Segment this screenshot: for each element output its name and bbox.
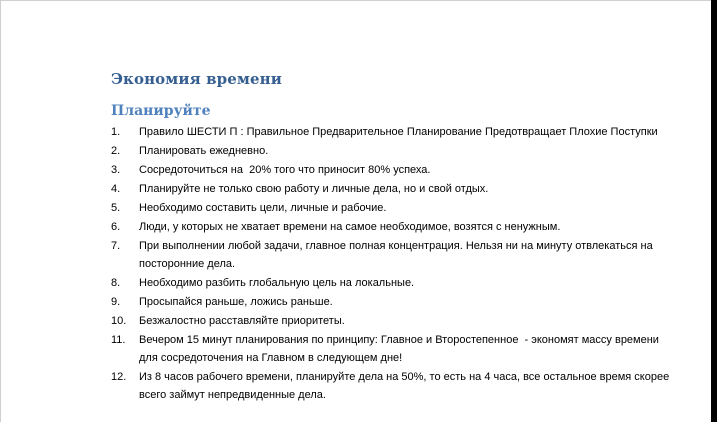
list-item-text: Сосредоточиться на 20% того что приносит 80% успеха.	[139, 164, 431, 176]
list-item	[111, 161, 671, 179]
list-item-number: 9.	[111, 296, 121, 308]
list-item-number: 8.	[111, 277, 121, 289]
list-item	[111, 293, 671, 311]
list-item-number: 1.	[111, 126, 121, 138]
list-item-number: 10.	[111, 315, 127, 327]
list-item	[111, 237, 671, 273]
list-item-number: 7.	[111, 240, 121, 252]
list-item	[111, 123, 671, 141]
list-item	[111, 142, 671, 160]
list-item-text: Правило ШЕСТИ П : Правильное Предварительное Планирование Предотвращает Плохие Поступки	[139, 126, 658, 138]
section-heading: Планируйте	[111, 103, 211, 119]
window-edge	[711, 0, 717, 422]
list-item	[111, 312, 671, 330]
list-item-number: 3.	[111, 164, 121, 176]
document-title: Экономия времени	[111, 70, 282, 88]
list-item-text: Необходимо разбить глобальную цель на локальные.	[139, 277, 415, 289]
list-item-text: Безжалостно расставляйте приоритеты.	[139, 315, 345, 327]
list-item-text: Из 8 часов рабочего времени, планируйте дела на 50%, то есть на 4 часа, все остальное время скорее всего займут непредвиденные дела.	[139, 371, 673, 401]
list-item	[111, 368, 671, 404]
list-item-text: Вечером 15 минут планирования по принципу: Главное и Второстепенное - экономят массу времени для сосредоточения на Главном в следующем дне!	[139, 334, 663, 364]
list-item	[111, 331, 671, 367]
list-item-text: Планировать ежедневно.	[139, 145, 269, 157]
list-item-number: 12.	[111, 371, 127, 383]
list-item-number: 6.	[111, 221, 121, 233]
list-item	[111, 180, 671, 198]
list-item-number: 5.	[111, 202, 121, 214]
list-item-number: 2.	[111, 145, 121, 157]
document-content	[111, 67, 671, 405]
list-item-number: 4.	[111, 183, 121, 195]
list-item-number: 11.	[111, 334, 126, 346]
list-item-text: Планируйте не только свою работу и личные дела, но и свой отдых.	[139, 183, 489, 195]
list-item	[111, 218, 671, 236]
list-item	[111, 199, 671, 217]
numbered-list	[111, 123, 671, 404]
list-item-text: Люди, у которых не хватает времени на самое необходимое, возятся с ненужным.	[139, 221, 561, 233]
list-item-text: Необходимо составить цели, личные и рабочие.	[139, 202, 387, 214]
list-item-text: Просыпайся раньше, ложись раньше.	[139, 296, 333, 308]
list-item-text: При выполнении любой задачи, главное полная концентрация. Нельзя ни на минуту отвлекаться на посторонние дела.	[139, 240, 656, 270]
list-item	[111, 274, 671, 292]
